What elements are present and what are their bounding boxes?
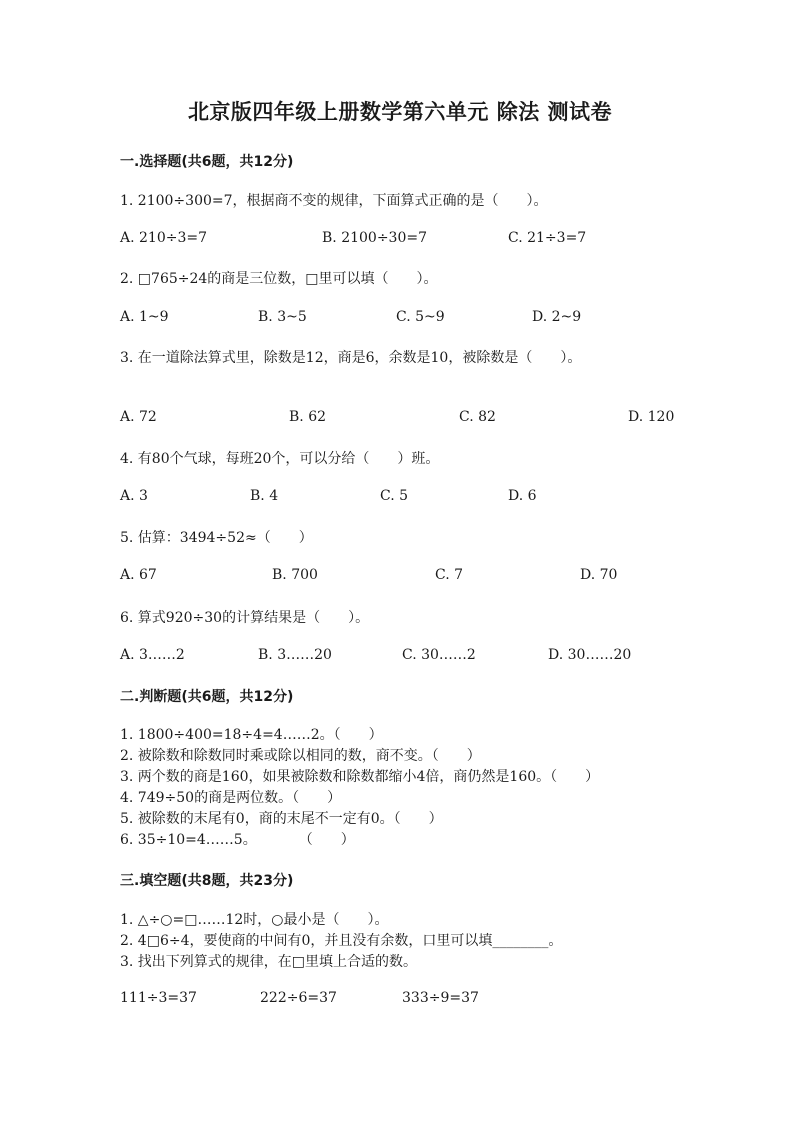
question-stem: 2. □765÷24的商是三位数，□里可以填（ ）。 — [120, 271, 438, 287]
fill-item: 2. 4□6÷4，要使商的中间有0，并且没有余数，口里可以填________。 — [120, 933, 563, 949]
option-a: A. 3 — [120, 488, 148, 504]
judgement-item: 2. 被除数和除数同时乘或除以相同的数，商不变。（ ） — [120, 748, 481, 764]
option-a: A. 1~9 — [120, 309, 169, 325]
option-b: B. 3……20 — [258, 647, 332, 663]
option-b: B. 62 — [289, 409, 327, 425]
option-b: B. 700 — [272, 567, 318, 583]
question-stem: 5. 估算：3494÷52≈（ ） — [120, 530, 313, 546]
judgement-item: 5. 被除数的末尾有0，商的末尾不一定有0。（ ） — [120, 811, 443, 827]
option-a: A. 72 — [120, 409, 157, 425]
option-c: C. 5 — [380, 488, 409, 504]
section-heading-fill: 三.填空题(共8题，共23分) — [120, 873, 294, 889]
option-b: B. 3~5 — [258, 309, 307, 325]
option-c: C. 7 — [435, 567, 464, 583]
option-d: D. 30……20 — [548, 647, 632, 663]
question-stem: 1. 2100÷300=7，根据商不变的规律，下面算式正确的是（ ）。 — [120, 193, 548, 209]
page-title: 北京版四年级上册数学第六单元 除法 测试卷 — [187, 100, 613, 124]
judgement-item: 4. 749÷50的商是两位数。（ ） — [120, 790, 342, 806]
option-d: D. 120 — [628, 409, 675, 425]
equation: 333÷9=37 — [402, 990, 479, 1006]
option-c: C. 21÷3=7 — [508, 230, 587, 246]
option-d: D. 2~9 — [532, 309, 582, 325]
equation: 222÷6=37 — [260, 990, 337, 1006]
option-c: C. 5~9 — [396, 309, 445, 325]
option-a: A. 67 — [120, 567, 157, 583]
question-stem: 4. 有80个气球，每班20个，可以分给（ ）班。 — [120, 451, 440, 467]
judgement-item: 6. 35÷10=4……5。 （ ） — [120, 832, 355, 848]
option-b: B. 2100÷30=7 — [322, 230, 427, 246]
option-c: C. 30……2 — [402, 647, 476, 663]
equation: 111÷3=37 — [120, 990, 197, 1006]
option-b: B. 4 — [250, 488, 279, 504]
section-heading-choice: 一.选择题(共6题，共12分) — [120, 154, 294, 170]
option-a: A. 3……2 — [120, 647, 185, 663]
judgement-item: 1. 1800÷400=18÷4=4……2。（ ） — [120, 727, 383, 743]
option-a: A. 210÷3=7 — [120, 230, 208, 246]
section-heading-judgement: 二.判断题(共6题，共12分) — [120, 689, 294, 705]
question-stem: 6. 算式920÷30的计算结果是（ ）。 — [120, 610, 370, 626]
option-d: D. 6 — [508, 488, 537, 504]
judgement-item: 3. 两个数的商是160，如果被除数和除数都缩小4倍，商仍然是160。（ ） — [120, 769, 600, 785]
fill-item: 1. △÷○=□……12时，○最小是（ ）。 — [120, 912, 389, 928]
option-c: C. 82 — [459, 409, 496, 425]
question-stem: 3. 在一道除法算式里，除数是12，商是6，余数是10，被除数是（ ）。 — [120, 350, 582, 366]
fill-item: 3. 找出下列算式的规律，在□里填上合适的数。 — [120, 954, 418, 970]
option-d: D. 70 — [580, 567, 618, 583]
